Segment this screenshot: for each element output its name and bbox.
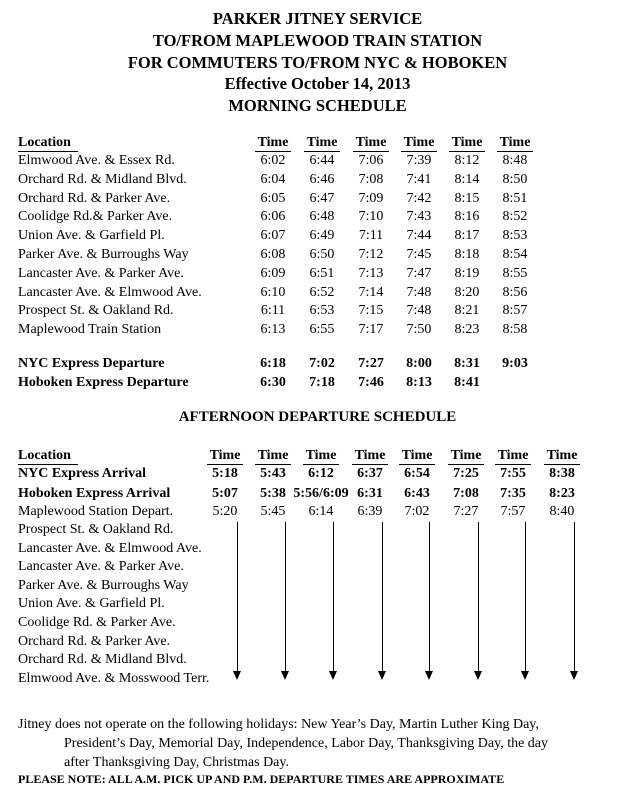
morning-stop-time: 6:52 xyxy=(309,284,335,300)
afternoon-time-underline xyxy=(352,464,388,465)
morning-stop-name: Lancaster Ave. & Parker Ave. xyxy=(18,265,184,281)
morning-stop-time: 7:10 xyxy=(358,209,384,225)
holidays-note-line1: Jitney does not operate on the following holidays: New Year’s Day, Martin Luther King Day, xyxy=(18,717,539,732)
morning-stop-time: 6:48 xyxy=(309,209,335,225)
morning-stop-name: Maplewood Train Station xyxy=(18,322,162,338)
morning-departure-time: 7:46 xyxy=(358,375,384,390)
morning-stop-name: Coolidge Rd.& Parker Ave. xyxy=(18,209,173,225)
station-departure-time: 5:20 xyxy=(212,504,238,519)
afternoon-location-header: Location xyxy=(18,448,71,463)
morning-time-header: Time xyxy=(451,135,483,150)
morning-stop-time: 8:54 xyxy=(502,247,528,262)
afternoon-time-header: Time xyxy=(354,448,386,463)
approximate-times-note: PLEASE NOTE: ALL A.M. PICK UP AND P.M. DEPARTURE TIMES ARE APPROXIMATE xyxy=(18,772,505,786)
afternoon-arrival-time: 7:25 xyxy=(453,466,479,481)
afternoon-time-header: Time xyxy=(209,448,241,463)
morning-stop-time: 6:44 xyxy=(309,153,335,168)
afternoon-arrival-name: Hoboken Express Arrival xyxy=(18,485,171,501)
afternoon-stop-name: Orchard Rd. & Midland Blvd. xyxy=(18,652,187,668)
morning-stop-time: 7:15 xyxy=(358,303,384,319)
morning-stop-time: 8:16 xyxy=(454,209,480,225)
morning-location-header: Location xyxy=(18,135,71,150)
morning-stop-time: 7:41 xyxy=(406,171,432,187)
station-departure-time: 8:40 xyxy=(549,504,575,519)
morning-stop-time: 8:21 xyxy=(454,303,480,319)
morning-time-header: Time xyxy=(403,135,435,150)
morning-time-header: Time xyxy=(257,135,289,150)
morning-time-header: Time xyxy=(306,135,338,150)
morning-stop-time: 7:14 xyxy=(358,284,384,300)
station-departure-time: 7:27 xyxy=(453,504,479,519)
afternoon-arrival-time: 5:56/6:09 xyxy=(293,485,349,501)
holidays-note-line3: after Thanksgiving Day, Christmas Day. xyxy=(64,755,289,770)
morning-time-underline xyxy=(255,151,291,152)
afternoon-arrival-time: 5:43 xyxy=(260,466,286,481)
morning-stop-time: 7:17 xyxy=(358,322,384,338)
morning-stop-time: 8:50 xyxy=(502,171,528,187)
station-departure-name: Maplewood Station Depart. xyxy=(18,504,174,519)
afternoon-arrival-time: 8:23 xyxy=(549,485,575,501)
morning-stop-time: 6:46 xyxy=(309,171,335,187)
effective-date: Effective October 14, 2013 xyxy=(224,74,411,93)
afternoon-time-underline xyxy=(255,464,291,465)
morning-departure-time: 6:30 xyxy=(260,375,286,390)
afternoon-time-header: Time xyxy=(401,448,433,463)
morning-stop-time: 7:45 xyxy=(406,247,432,262)
morning-stop-time: 7:08 xyxy=(358,171,384,187)
morning-stop-time: 6:11 xyxy=(260,303,286,319)
morning-stop-time: 6:50 xyxy=(309,247,335,262)
afternoon-arrival-time: 7:08 xyxy=(453,485,479,501)
morning-stop-time: 8:12 xyxy=(454,153,480,168)
afternoon-time-underline xyxy=(207,464,243,465)
afternoon-time-underline xyxy=(399,464,435,465)
afternoon-time-underline xyxy=(544,464,580,465)
morning-stop-time: 8:15 xyxy=(454,190,480,206)
title-service: PARKER JITNEY SERVICE xyxy=(212,9,423,28)
morning-stop-time: 8:56 xyxy=(502,284,528,300)
morning-stop-time: 8:19 xyxy=(454,265,480,281)
afternoon-stop-name: Union Ave. & Garfield Pl. xyxy=(18,596,165,612)
afternoon-stop-name: Lancaster Ave. & Parker Ave. xyxy=(18,559,184,575)
morning-departure-time: 8:00 xyxy=(406,356,432,371)
morning-time-underline xyxy=(497,151,533,152)
morning-stop-time: 7:44 xyxy=(406,228,432,244)
afternoon-arrival-time: 5:18 xyxy=(212,466,238,481)
morning-stop-time: 6:13 xyxy=(260,322,286,338)
station-departure-time: 7:02 xyxy=(404,504,430,519)
morning-schedule-title: MORNING SCHEDULE xyxy=(228,96,407,115)
morning-time-header: Time xyxy=(355,135,387,150)
morning-stop-name: Parker Ave. & Burroughs Way xyxy=(18,247,189,262)
morning-departure-time: 9:03 xyxy=(502,356,528,371)
afternoon-stop-name: Parker Ave. & Burroughs Way xyxy=(18,577,189,593)
afternoon-arrival-time: 5:38 xyxy=(260,485,286,501)
morning-stop-time: 7:48 xyxy=(406,303,432,319)
morning-stop-time: 7:11 xyxy=(358,228,384,244)
afternoon-stop-name: Elmwood Ave. & Mosswood Terr. xyxy=(18,670,210,686)
morning-stop-time: 7:50 xyxy=(406,322,432,338)
afternoon-arrival-time: 6:54 xyxy=(404,466,430,481)
morning-stop-time: 6:05 xyxy=(260,190,286,206)
morning-time-underline xyxy=(401,151,437,152)
morning-departure-time: 7:27 xyxy=(358,356,384,371)
morning-stop-name: Orchard Rd. & Midland Blvd. xyxy=(18,171,187,187)
morning-stop-time: 8:23 xyxy=(454,322,480,338)
morning-stop-time: 8:18 xyxy=(454,247,480,262)
afternoon-time-header: Time xyxy=(497,448,529,463)
morning-stop-time: 7:42 xyxy=(406,190,432,206)
morning-stop-time: 6:49 xyxy=(309,228,335,244)
morning-stop-time: 7:13 xyxy=(358,265,384,281)
morning-stop-name: Orchard Rd. & Parker Ave. xyxy=(18,190,171,206)
morning-stop-time: 6:47 xyxy=(309,190,335,206)
morning-time-underline xyxy=(353,151,389,152)
afternoon-time-header: Time xyxy=(257,448,289,463)
morning-stop-time: 6:53 xyxy=(309,303,335,319)
morning-stop-name: Union Ave. & Garfield Pl. xyxy=(18,228,165,244)
holidays-note-line2: President’s Day, Memorial Day, Independence, Labor Day, Thanksgiving Day, the day xyxy=(64,736,549,751)
title-station: TO/FROM MAPLEWOOD TRAIN STATION xyxy=(152,31,483,50)
morning-stop-time: 6:51 xyxy=(309,265,335,281)
afternoon-time-header: Time xyxy=(450,448,482,463)
afternoon-time-underline xyxy=(303,464,339,465)
station-departure-time: 6:39 xyxy=(357,504,383,519)
morning-stop-time: 7:09 xyxy=(358,190,384,206)
afternoon-stop-name: Coolidge Rd. & Parker Ave. xyxy=(18,615,176,630)
afternoon-time-underline xyxy=(448,464,484,465)
morning-stop-time: 6:09 xyxy=(260,265,286,281)
morning-stop-time: 6:08 xyxy=(260,247,286,262)
morning-stop-time: 8:20 xyxy=(454,284,480,300)
afternoon-arrival-time: 6:37 xyxy=(357,466,383,481)
station-departure-time: 7:57 xyxy=(500,504,526,519)
morning-departure-time: 8:41 xyxy=(454,375,480,390)
afternoon-location-underline xyxy=(18,464,78,465)
morning-stop-time: 8:55 xyxy=(502,265,528,281)
morning-stop-time: 8:52 xyxy=(502,209,528,225)
morning-stop-time: 7:47 xyxy=(406,265,432,281)
morning-stop-time: 8:58 xyxy=(502,322,528,338)
morning-stop-name: Elmwood Ave. & Essex Rd. xyxy=(18,153,175,168)
morning-departure-time: 8:31 xyxy=(454,356,480,371)
morning-stop-time: 8:53 xyxy=(502,228,528,244)
afternoon-stop-name: Orchard Rd. & Parker Ave. xyxy=(18,633,171,649)
afternoon-arrival-time: 5:07 xyxy=(212,485,238,501)
morning-stop-time: 7:12 xyxy=(358,247,384,262)
afternoon-time-header: Time xyxy=(546,448,578,463)
morning-departure-time: 7:02 xyxy=(309,356,335,371)
morning-departure-time: 6:18 xyxy=(260,356,286,371)
morning-location-underline xyxy=(18,151,78,152)
station-departure-time: 5:45 xyxy=(260,504,286,519)
afternoon-arrival-time: 6:31 xyxy=(357,485,383,501)
title-commuters: FOR COMMUTERS TO/FROM NYC & HOBOKEN xyxy=(127,53,508,72)
afternoon-arrival-time: 7:35 xyxy=(500,485,526,501)
morning-departure-time: 7:18 xyxy=(309,375,335,390)
morning-stop-time: 8:14 xyxy=(454,171,480,187)
morning-stop-time: 6:55 xyxy=(309,322,335,338)
morning-time-underline xyxy=(304,151,340,152)
afternoon-schedule-title: AFTERNOON DEPARTURE SCHEDULE xyxy=(178,409,457,425)
morning-stop-time: 8:57 xyxy=(502,303,528,319)
morning-stop-time: 8:17 xyxy=(454,228,480,244)
afternoon-time-header: Time xyxy=(305,448,337,463)
morning-stop-time: 8:51 xyxy=(502,190,528,206)
afternoon-stop-name: Prospect St. & Oakland Rd. xyxy=(18,522,174,537)
morning-stop-time: 6:07 xyxy=(260,228,286,244)
morning-stop-name: Lancaster Ave. & Elmwood Ave. xyxy=(18,284,202,300)
afternoon-arrival-time: 8:38 xyxy=(549,466,575,481)
afternoon-arrival-time: 6:12 xyxy=(308,466,334,481)
morning-time-underline xyxy=(449,151,485,152)
morning-stop-time: 6:06 xyxy=(260,209,286,225)
afternoon-arrival-name: NYC Express Arrival xyxy=(18,466,147,481)
station-departure-time: 6:14 xyxy=(308,504,334,519)
afternoon-arrival-time: 6:43 xyxy=(404,485,430,501)
afternoon-time-underline xyxy=(495,464,531,465)
morning-stop-name: Prospect St. & Oakland Rd. xyxy=(18,303,174,319)
morning-stop-time: 7:43 xyxy=(406,209,432,225)
afternoon-arrival-time: 7:55 xyxy=(500,466,526,481)
morning-stop-time: 7:39 xyxy=(406,153,432,168)
afternoon-stop-name: Lancaster Ave. & Elmwood Ave. xyxy=(18,540,202,556)
morning-departure-name: NYC Express Departure xyxy=(18,356,165,371)
morning-stop-time: 6:04 xyxy=(260,171,286,187)
morning-stop-time: 6:02 xyxy=(260,153,286,168)
morning-stop-time: 7:48 xyxy=(406,284,432,300)
morning-departure-time: 8:13 xyxy=(406,375,432,390)
morning-stop-time: 8:48 xyxy=(502,153,528,168)
morning-departure-name: Hoboken Express Departure xyxy=(18,375,189,390)
morning-time-header: Time xyxy=(499,135,531,150)
morning-stop-time: 6:10 xyxy=(260,284,286,300)
morning-stop-time: 7:06 xyxy=(358,153,384,168)
